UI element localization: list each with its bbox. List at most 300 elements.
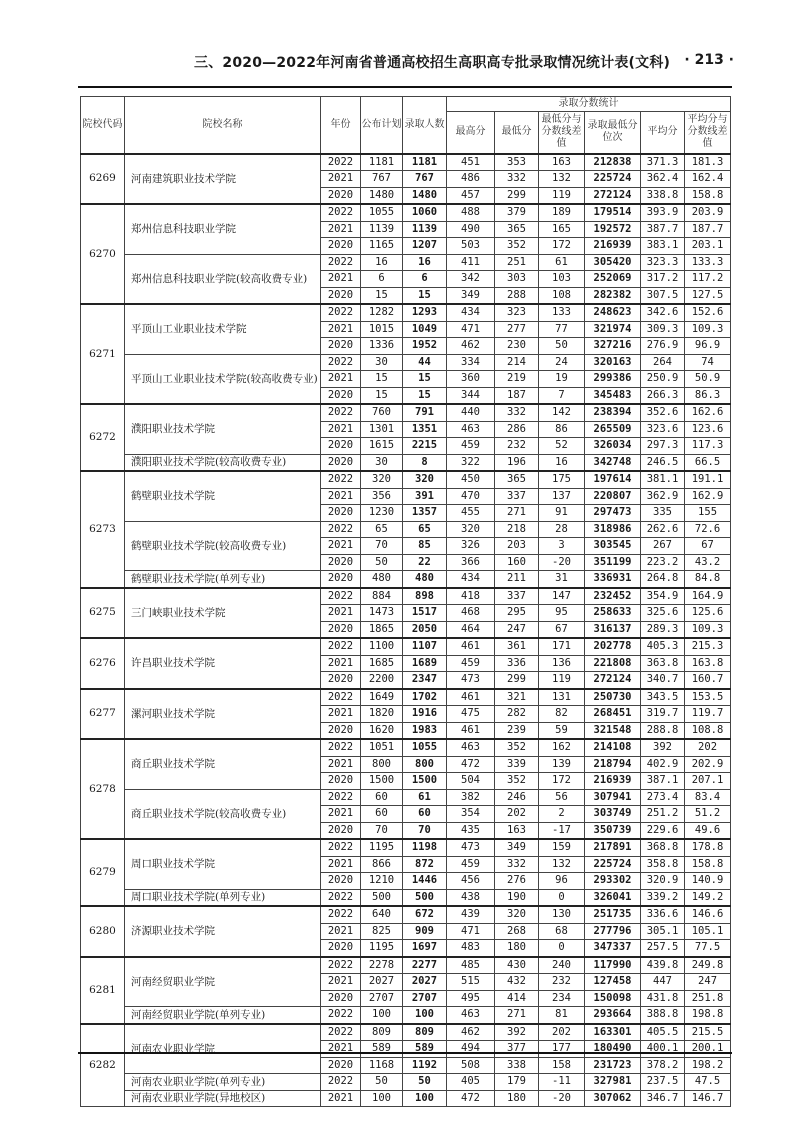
school-name: 郑州信息科技职业学院 xyxy=(125,204,321,254)
cell-plan: 6 xyxy=(361,271,403,288)
cell-avg-score: 323.6 xyxy=(641,421,685,438)
cell-year: 2020 xyxy=(321,873,361,890)
cell-avg-over-line: 153.5 xyxy=(685,689,731,706)
cell-min-score: 286 xyxy=(495,421,539,438)
cell-admitted: 500 xyxy=(403,889,447,906)
cell-min-rank: 299386 xyxy=(585,371,641,388)
cell-max-score: 405 xyxy=(447,1074,495,1091)
cell-plan: 2200 xyxy=(361,672,403,689)
cell-avg-over-line: 162.6 xyxy=(685,404,731,421)
cell-admitted: 1952 xyxy=(403,338,447,355)
cell-min-rank: 342748 xyxy=(585,454,641,471)
cell-avg-score: 297.3 xyxy=(641,438,685,455)
cell-max-score: 382 xyxy=(447,789,495,806)
cell-avg-score: 405.5 xyxy=(641,1024,685,1041)
cell-min-score: 271 xyxy=(495,1007,539,1024)
cell-admitted: 320 xyxy=(403,471,447,488)
cell-min-over-line: 142 xyxy=(539,404,585,421)
cell-avg-score: 335 xyxy=(641,505,685,522)
cell-plan: 1473 xyxy=(361,605,403,622)
cell-avg-score: 305.1 xyxy=(641,923,685,940)
cell-avg-over-line: 125.6 xyxy=(685,605,731,622)
cell-avg-score: 371.3 xyxy=(641,154,685,171)
cell-plan: 15 xyxy=(361,387,403,404)
cell-min-rank: 318986 xyxy=(585,521,641,538)
cell-plan: 1055 xyxy=(361,204,403,221)
cell-year: 2020 xyxy=(321,454,361,471)
cell-max-score: 495 xyxy=(447,990,495,1007)
cell-avg-score: 393.9 xyxy=(641,204,685,221)
cell-min-rank: 320163 xyxy=(585,354,641,371)
cell-avg-score: 320.9 xyxy=(641,873,685,890)
table-row xyxy=(81,1007,731,1024)
cell-min-score: 180 xyxy=(495,1090,539,1107)
cell-year: 2021 xyxy=(321,706,361,723)
cell-plan: 1230 xyxy=(361,505,403,522)
page-header xyxy=(74,52,734,76)
school-code: 6276 xyxy=(81,638,125,689)
school-code: 6281 xyxy=(81,957,125,1024)
cell-max-score: 438 xyxy=(447,889,495,906)
table-row xyxy=(81,354,731,371)
table-row xyxy=(81,521,731,538)
table-row xyxy=(81,789,731,806)
cell-avg-score: 362.4 xyxy=(641,171,685,188)
cell-year: 2022 xyxy=(321,521,361,538)
cell-admitted: 1293 xyxy=(403,304,447,321)
cell-min-score: 365 xyxy=(495,221,539,238)
cell-min-over-line: 28 xyxy=(539,521,585,538)
cell-year: 2021 xyxy=(321,488,361,505)
cell-max-score: 485 xyxy=(447,957,495,974)
cell-min-over-line: 119 xyxy=(539,187,585,204)
cell-plan: 1615 xyxy=(361,438,403,455)
cell-max-score: 326 xyxy=(447,538,495,555)
cell-admitted: 85 xyxy=(403,538,447,555)
school-name: 河南农业职业学院(异地校区) xyxy=(125,1090,321,1107)
cell-admitted: 480 xyxy=(403,571,447,588)
top-rule xyxy=(78,86,732,88)
cell-min-score: 352 xyxy=(495,238,539,255)
cell-min-rank: 272124 xyxy=(585,187,641,204)
cell-min-over-line: 158 xyxy=(539,1057,585,1074)
cell-avg-over-line: 84.8 xyxy=(685,571,731,588)
cell-avg-over-line: 133.3 xyxy=(685,254,731,271)
cell-max-score: 320 xyxy=(447,521,495,538)
cell-plan: 1015 xyxy=(361,321,403,338)
cell-min-over-line: 133 xyxy=(539,304,585,321)
cell-year: 2021 xyxy=(321,974,361,991)
cell-min-rank: 293302 xyxy=(585,873,641,890)
cell-min-over-line: 189 xyxy=(539,204,585,221)
cell-admitted: 15 xyxy=(403,387,447,404)
table-row xyxy=(81,638,731,655)
cell-min-rank: 238394 xyxy=(585,404,641,421)
cell-avg-score: 229.6 xyxy=(641,822,685,839)
cell-avg-over-line: 72.6 xyxy=(685,521,731,538)
cell-avg-score: 392 xyxy=(641,739,685,756)
cell-min-over-line: 0 xyxy=(539,940,585,957)
cell-min-score: 282 xyxy=(495,706,539,723)
cell-min-score: 251 xyxy=(495,254,539,271)
cell-max-score: 457 xyxy=(447,187,495,204)
cell-avg-over-line: 251.8 xyxy=(685,990,731,1007)
cell-max-score: 354 xyxy=(447,806,495,823)
cell-admitted: 809 xyxy=(403,1024,447,1041)
cell-year: 2020 xyxy=(321,505,361,522)
cell-avg-over-line: 155 xyxy=(685,505,731,522)
cell-avg-over-line: 178.8 xyxy=(685,839,731,856)
cell-avg-score: 368.8 xyxy=(641,839,685,856)
page-number: · 213 · xyxy=(684,52,734,68)
cell-plan: 2027 xyxy=(361,974,403,991)
cell-min-over-line: 61 xyxy=(539,254,585,271)
cell-max-score: 439 xyxy=(447,906,495,923)
cell-year: 2020 xyxy=(321,940,361,957)
cell-max-score: 488 xyxy=(447,204,495,221)
cell-avg-score: 431.8 xyxy=(641,990,685,1007)
cell-min-rank: 277796 xyxy=(585,923,641,940)
cell-plan: 1336 xyxy=(361,338,403,355)
cell-plan: 1051 xyxy=(361,739,403,756)
cell-min-over-line: 232 xyxy=(539,974,585,991)
cell-year: 2020 xyxy=(321,187,361,204)
school-name: 商丘职业技术学院 xyxy=(125,739,321,789)
table-row xyxy=(81,1024,731,1041)
cell-admitted: 2347 xyxy=(403,672,447,689)
cell-avg-over-line: 66.5 xyxy=(685,454,731,471)
cell-avg-score: 317.2 xyxy=(641,271,685,288)
cell-min-score: 303 xyxy=(495,271,539,288)
cell-avg-over-line: 191.1 xyxy=(685,471,731,488)
cell-admitted: 1192 xyxy=(403,1057,447,1074)
cell-avg-over-line: 249.8 xyxy=(685,957,731,974)
school-name: 许昌职业技术学院 xyxy=(125,638,321,689)
cell-year: 2021 xyxy=(321,171,361,188)
cell-min-score: 203 xyxy=(495,538,539,555)
table-row xyxy=(81,254,731,271)
cell-max-score: 468 xyxy=(447,605,495,622)
cell-plan: 500 xyxy=(361,889,403,906)
cell-avg-score: 383.1 xyxy=(641,238,685,255)
cell-avg-over-line: 198.2 xyxy=(685,1057,731,1074)
table-row xyxy=(81,154,731,171)
cell-min-rank: 305420 xyxy=(585,254,641,271)
cell-min-over-line: 132 xyxy=(539,856,585,873)
cell-min-over-line: 67 xyxy=(539,621,585,638)
cell-min-score: 352 xyxy=(495,739,539,756)
cell-plan: 1620 xyxy=(361,722,403,739)
cell-avg-score: 362.9 xyxy=(641,488,685,505)
cell-min-score: 299 xyxy=(495,672,539,689)
cell-min-rank: 221808 xyxy=(585,655,641,672)
cell-admitted: 1049 xyxy=(403,321,447,338)
cell-min-rank: 350739 xyxy=(585,822,641,839)
cell-plan: 1210 xyxy=(361,873,403,890)
cell-max-score: 473 xyxy=(447,672,495,689)
cell-avg-over-line: 67 xyxy=(685,538,731,555)
cell-min-score: 353 xyxy=(495,154,539,171)
table-body xyxy=(81,154,731,1107)
cell-max-score: 434 xyxy=(447,571,495,588)
cell-max-score: 503 xyxy=(447,238,495,255)
cell-year: 2021 xyxy=(321,538,361,555)
cell-min-score: 338 xyxy=(495,1057,539,1074)
cell-min-over-line: 136 xyxy=(539,655,585,672)
cell-avg-over-line: 117.3 xyxy=(685,438,731,455)
cell-admitted: 800 xyxy=(403,756,447,773)
cell-year: 2020 xyxy=(321,822,361,839)
cell-avg-over-line: 123.6 xyxy=(685,421,731,438)
cell-min-over-line: 31 xyxy=(539,571,585,588)
cell-avg-score: 273.4 xyxy=(641,789,685,806)
cell-year: 2020 xyxy=(321,773,361,790)
cell-min-over-line: 95 xyxy=(539,605,585,622)
cell-plan: 15 xyxy=(361,287,403,304)
cell-min-over-line: 2 xyxy=(539,806,585,823)
cell-min-over-line: 82 xyxy=(539,706,585,723)
cell-max-score: 463 xyxy=(447,421,495,438)
cell-min-rank: 150098 xyxy=(585,990,641,1007)
cell-avg-score: 400.1 xyxy=(641,1041,685,1058)
cell-min-score: 323 xyxy=(495,304,539,321)
school-code: 6270 xyxy=(81,204,125,304)
cell-min-rank: 303545 xyxy=(585,538,641,555)
cell-min-rank: 180490 xyxy=(585,1041,641,1058)
cell-year: 2022 xyxy=(321,471,361,488)
cell-admitted: 1446 xyxy=(403,873,447,890)
table-row xyxy=(81,471,731,488)
cell-avg-over-line: 160.7 xyxy=(685,672,731,689)
cell-avg-score: 342.6 xyxy=(641,304,685,321)
school-name: 周口职业技术学院 xyxy=(125,839,321,889)
cell-min-over-line: 147 xyxy=(539,588,585,605)
cell-max-score: 461 xyxy=(447,638,495,655)
cell-min-over-line: 131 xyxy=(539,689,585,706)
cell-max-score: 470 xyxy=(447,488,495,505)
cell-avg-score: 338.8 xyxy=(641,187,685,204)
cell-admitted: 1500 xyxy=(403,773,447,790)
cell-admitted: 22 xyxy=(403,554,447,571)
cell-min-score: 332 xyxy=(495,856,539,873)
cell-admitted: 672 xyxy=(403,906,447,923)
cell-min-score: 276 xyxy=(495,873,539,890)
cell-max-score: 504 xyxy=(447,773,495,790)
school-name: 郑州信息科技职业学院(较高收费专业) xyxy=(125,254,321,304)
cell-avg-score: 323.3 xyxy=(641,254,685,271)
cell-max-score: 322 xyxy=(447,454,495,471)
cell-avg-score: 336.6 xyxy=(641,906,685,923)
cell-avg-over-line: 215.5 xyxy=(685,1024,731,1041)
cell-avg-over-line: 146.7 xyxy=(685,1090,731,1107)
cell-max-score: 451 xyxy=(447,154,495,171)
cell-min-rank: 248623 xyxy=(585,304,641,321)
cell-min-rank: 265509 xyxy=(585,421,641,438)
cell-min-score: 321 xyxy=(495,689,539,706)
cell-admitted: 1107 xyxy=(403,638,447,655)
cell-min-score: 239 xyxy=(495,722,539,739)
cell-min-score: 187 xyxy=(495,387,539,404)
cell-avg-score: 439.8 xyxy=(641,957,685,974)
cell-year: 2022 xyxy=(321,957,361,974)
cell-year: 2022 xyxy=(321,1007,361,1024)
cell-min-over-line: 139 xyxy=(539,756,585,773)
cell-min-rank: 258633 xyxy=(585,605,641,622)
cell-avg-over-line: 74 xyxy=(685,354,731,371)
cell-plan: 589 xyxy=(361,1041,403,1058)
cell-min-rank: 216939 xyxy=(585,238,641,255)
cell-admitted: 2215 xyxy=(403,438,447,455)
cell-min-score: 299 xyxy=(495,187,539,204)
cell-min-over-line: 7 xyxy=(539,387,585,404)
table-row xyxy=(81,588,731,605)
cell-plan: 100 xyxy=(361,1007,403,1024)
cell-avg-over-line: 43.2 xyxy=(685,554,731,571)
cell-max-score: 450 xyxy=(447,471,495,488)
cell-min-over-line: 56 xyxy=(539,789,585,806)
cell-plan: 1195 xyxy=(361,839,403,856)
cell-plan: 1649 xyxy=(361,689,403,706)
school-name: 濮阳职业技术学院(较高收费专业) xyxy=(125,454,321,471)
cell-avg-score: 276.9 xyxy=(641,338,685,355)
cell-min-over-line: 50 xyxy=(539,338,585,355)
cell-avg-score: 381.1 xyxy=(641,471,685,488)
header-avg: 平均分 xyxy=(641,112,685,154)
cell-avg-score: 246.5 xyxy=(641,454,685,471)
cell-admitted: 1207 xyxy=(403,238,447,255)
cell-year: 2020 xyxy=(321,287,361,304)
cell-min-score: 295 xyxy=(495,605,539,622)
cell-min-rank: 252069 xyxy=(585,271,641,288)
school-code: 6273 xyxy=(81,471,125,588)
cell-plan: 1820 xyxy=(361,706,403,723)
cell-min-score: 196 xyxy=(495,454,539,471)
cell-year: 2021 xyxy=(321,856,361,873)
cell-year: 2022 xyxy=(321,889,361,906)
cell-min-over-line: 68 xyxy=(539,923,585,940)
cell-admitted: 1480 xyxy=(403,187,447,204)
school-name: 周口职业技术学院(单列专业) xyxy=(125,889,321,906)
cell-min-over-line: 86 xyxy=(539,421,585,438)
cell-avg-over-line: 152.6 xyxy=(685,304,731,321)
cell-year: 2022 xyxy=(321,404,361,421)
cell-min-rank: 212838 xyxy=(585,154,641,171)
cell-avg-over-line: 187.7 xyxy=(685,221,731,238)
cell-year: 2022 xyxy=(321,689,361,706)
cell-avg-over-line: 163.8 xyxy=(685,655,731,672)
cell-avg-score: 257.5 xyxy=(641,940,685,957)
cell-min-over-line: -20 xyxy=(539,554,585,571)
cell-admitted: 1181 xyxy=(403,154,447,171)
cell-min-score: 271 xyxy=(495,505,539,522)
cell-admitted: 70 xyxy=(403,822,447,839)
cell-min-score: 349 xyxy=(495,839,539,856)
cell-max-score: 463 xyxy=(447,1007,495,1024)
cell-plan: 70 xyxy=(361,538,403,555)
cell-min-score: 337 xyxy=(495,488,539,505)
cell-max-score: 459 xyxy=(447,856,495,873)
cell-year: 2021 xyxy=(321,371,361,388)
cell-year: 2021 xyxy=(321,221,361,238)
cell-min-rank: 192572 xyxy=(585,221,641,238)
cell-year: 2021 xyxy=(321,1090,361,1107)
cell-max-score: 472 xyxy=(447,756,495,773)
cell-admitted: 61 xyxy=(403,789,447,806)
school-name: 河南建筑职业技术学院 xyxy=(125,154,321,205)
cell-admitted: 872 xyxy=(403,856,447,873)
cell-plan: 65 xyxy=(361,521,403,538)
cell-year: 2020 xyxy=(321,571,361,588)
school-code: 6282 xyxy=(81,1024,125,1107)
cell-avg-over-line: 162.9 xyxy=(685,488,731,505)
cell-avg-over-line: 140.9 xyxy=(685,873,731,890)
cell-plan: 30 xyxy=(361,454,403,471)
cell-min-over-line: 175 xyxy=(539,471,585,488)
cell-avg-score: 288.8 xyxy=(641,722,685,739)
cell-avg-over-line: 202 xyxy=(685,739,731,756)
cell-admitted: 15 xyxy=(403,371,447,388)
cell-admitted: 2027 xyxy=(403,974,447,991)
cell-min-over-line: 108 xyxy=(539,287,585,304)
cell-plan: 640 xyxy=(361,906,403,923)
cell-admitted: 1702 xyxy=(403,689,447,706)
cell-min-score: 268 xyxy=(495,923,539,940)
cell-min-rank: 214108 xyxy=(585,739,641,756)
cell-max-score: 434 xyxy=(447,304,495,321)
cell-min-score: 219 xyxy=(495,371,539,388)
cell-min-rank: 216939 xyxy=(585,773,641,790)
cell-min-rank: 202778 xyxy=(585,638,641,655)
cell-avg-score: 358.8 xyxy=(641,856,685,873)
cell-avg-over-line: 158.8 xyxy=(685,856,731,873)
table-row xyxy=(81,304,731,321)
cell-admitted: 16 xyxy=(403,254,447,271)
cell-admitted: 1055 xyxy=(403,739,447,756)
school-name: 平顶山工业职业技术学院(较高收费专业) xyxy=(125,354,321,404)
school-code: 6278 xyxy=(81,739,125,839)
cell-year: 2022 xyxy=(321,204,361,221)
school-code: 6277 xyxy=(81,689,125,740)
cell-min-score: 320 xyxy=(495,906,539,923)
cell-avg-over-line: 149.2 xyxy=(685,889,731,906)
cell-min-score: 163 xyxy=(495,822,539,839)
cell-max-score: 494 xyxy=(447,1041,495,1058)
cell-max-score: 435 xyxy=(447,822,495,839)
cell-min-rank: 250730 xyxy=(585,689,641,706)
cell-plan: 50 xyxy=(361,1074,403,1091)
cell-min-score: 288 xyxy=(495,287,539,304)
cell-min-over-line: 162 xyxy=(539,739,585,756)
cell-min-rank: 218794 xyxy=(585,756,641,773)
cell-plan: 15 xyxy=(361,371,403,388)
cell-year: 2022 xyxy=(321,839,361,856)
cell-max-score: 334 xyxy=(447,354,495,371)
cell-admitted: 8 xyxy=(403,454,447,471)
cell-min-over-line: 202 xyxy=(539,1024,585,1041)
cell-max-score: 461 xyxy=(447,689,495,706)
cell-min-over-line: 19 xyxy=(539,371,585,388)
cell-min-rank: 303749 xyxy=(585,806,641,823)
school-name: 鹤壁职业技术学院(单列专业) xyxy=(125,571,321,588)
cell-max-score: 475 xyxy=(447,706,495,723)
cell-year: 2021 xyxy=(321,806,361,823)
cell-year: 2020 xyxy=(321,238,361,255)
cell-min-score: 180 xyxy=(495,940,539,957)
header-scores-group: 录取分数统计 xyxy=(447,97,731,112)
cell-min-rank: 336931 xyxy=(585,571,641,588)
cell-min-rank: 217891 xyxy=(585,839,641,856)
header-min: 最低分 xyxy=(495,112,539,154)
